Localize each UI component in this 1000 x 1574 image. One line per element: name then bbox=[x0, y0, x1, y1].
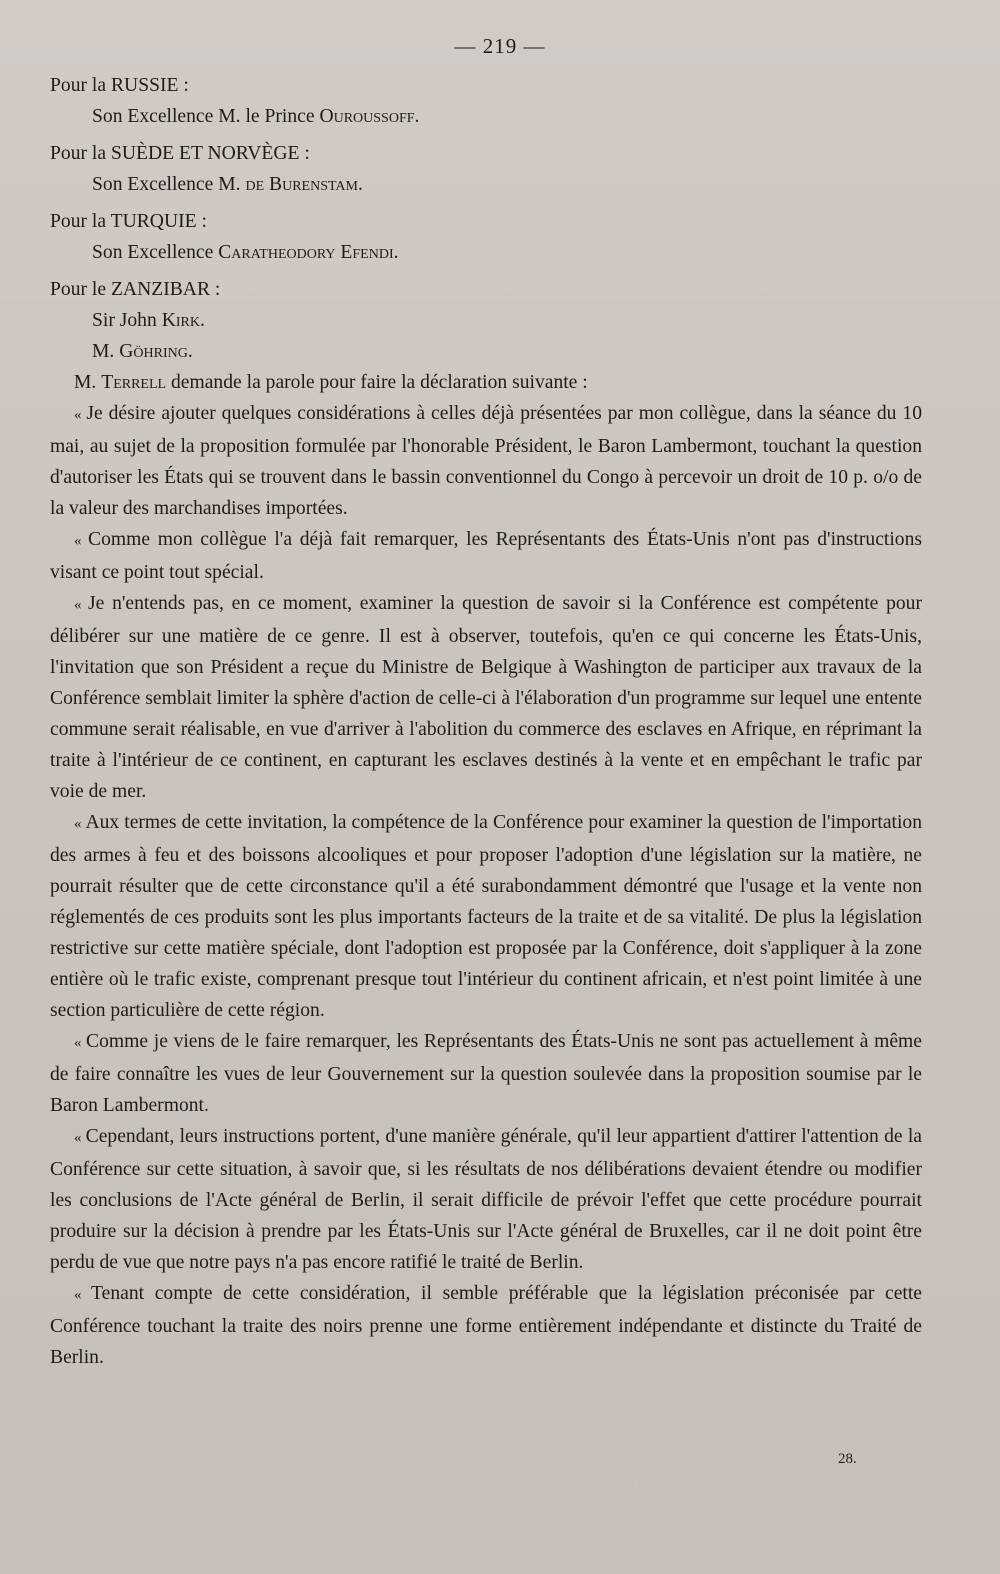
speaker-intro bbox=[74, 367, 922, 398]
paragraph: « Comme je viens de le faire remarquer, les Représentants des États-Unis ne sont pas actuellement à même de faire connaître les vues de leur Gouvernement sur la question soulevée dans la proposition soumise par le Baron Lambermont. bbox=[50, 1026, 922, 1121]
country-name: RUSSIE bbox=[110, 75, 179, 96]
signature-heading: Pour la SUÈDE ET NORVÈGE : bbox=[50, 143, 310, 164]
signatory-title: Sir John bbox=[92, 310, 157, 331]
signatory bbox=[92, 237, 922, 268]
heading-prefix: Pour la bbox=[50, 75, 107, 96]
paragraph: « Je n'entends pas, en ce moment, examiner la question de savoir si la Conférence est compétente pour délibérer sur une matière de ce genre. Il est à observer, toutefois, qu'en ce qui concerne les États-Unis, l'invitation que son Président a reçue du Ministre de Belgique à Washington de participer aux travaux de la Conférence semblait limiter la sphère d'action de celle-ci à l'élaboration d'un programme sur lequel une entente commune serait réalisable, en vue d'arriver à l'abolition du commerce des esclaves en Afrique, en réprimant la traite à l'intérieur de ce continent, en capturant les esclaves destinés à la vente et en empêchant le trafic par voie de mer. bbox=[50, 588, 922, 807]
signature-mark: 28. bbox=[838, 1451, 857, 1467]
signature-block-zanzibar bbox=[50, 274, 922, 367]
speaker-title: M. bbox=[74, 372, 97, 393]
signatory-name: Caratheodory Efendi. bbox=[218, 242, 399, 263]
signatory-title: M. bbox=[92, 341, 115, 362]
page-number: — 219 — bbox=[454, 34, 546, 58]
signature-heading: Pour le ZANZIBAR : bbox=[50, 279, 221, 300]
speaker-name: Terrell bbox=[101, 372, 167, 393]
signatory bbox=[92, 169, 922, 200]
signatory-title: Son Excellence M. le Prince bbox=[92, 106, 315, 127]
signatory-name: de Burenstam. bbox=[245, 174, 363, 195]
signature-block-russia bbox=[50, 70, 922, 132]
paragraph: « Cependant, leurs instructions portent, d'une manière générale, qu'il leur appartient d'attirer l'attention de la Conférence sur cette situation, à savoir que, si les résultats de nos délibérations devaient étendre ou modifier les conclusions de l'Acte général de Berlin, il serait difficile de prévoir l'effet que cette procédure pourrait produire sur la décision à prendre par les États-Unis sur l'Acte général de Bruxelles, car il ne doit point être perdu de vue que notre pays n'a pas encore ratifié le traité de Berlin. bbox=[50, 1121, 922, 1278]
heading-prefix: Pour la bbox=[50, 143, 107, 164]
signatory bbox=[92, 305, 922, 336]
signature-heading: Pour la RUSSIE : bbox=[50, 75, 189, 96]
paragraph: « Aux termes de cette invitation, la compétence de la Conférence pour examiner la question de l'importation des armes à feu et des boissons alcooliques et pour proposer l'adoption d'une législation sur la matière, ne pourrait résulter que de cette circonstance qu'il a été surabondamment démontré que l'usage et la vente non réglementés de ces produits sont les plus importants facteurs de la traite et de sa vitalité. De plus la législation restrictive sur cette matière spéciale, dont l'adoption est proposée par la Conférence, doit s'appliquer à la zone entière où le trafic existe, comprenant presque tout l'intérieur du continent africain, et n'est point limitée à une section particulière de cette région. bbox=[50, 807, 922, 1026]
heading-prefix: Pour le bbox=[50, 279, 107, 300]
signatory bbox=[92, 336, 922, 367]
signatory bbox=[92, 101, 922, 132]
heading-prefix: Pour la bbox=[50, 211, 107, 232]
signature-heading: Pour la TURQUIE : bbox=[50, 211, 207, 232]
paragraph: « Comme mon collègue l'a déjà fait remarquer, les Représentants des États-Unis n'ont pas d'instructions visant ce point tout spécial. bbox=[50, 524, 922, 588]
country-name: TURQUIE bbox=[110, 211, 197, 232]
signatory-name: Kirk. bbox=[161, 310, 205, 331]
signature-block-turkey bbox=[50, 206, 922, 268]
signatory-title: Son Excellence M. bbox=[92, 174, 241, 195]
paragraph: « Tenant compte de cette considération, il semble préférable que la législation préconisée par cette Conférence touchant la traite des noirs prenne une forme entièrement indépendante et distincte du Traité de Berlin. bbox=[50, 1278, 922, 1373]
signatory-name: Göhring. bbox=[119, 341, 193, 362]
signature-block-sweden-norway bbox=[50, 138, 922, 200]
intro-text: demande la parole pour faire la déclaration suivante : bbox=[171, 372, 588, 393]
country-name: ZANZIBAR bbox=[110, 279, 211, 300]
page-content bbox=[50, 70, 922, 1373]
signatory-name: Ouroussoff. bbox=[319, 106, 420, 127]
country-name: SUÈDE ET NORVÈGE bbox=[110, 143, 300, 164]
signatory-title: Son Excellence bbox=[92, 242, 214, 263]
paragraph: « Je désire ajouter quelques considérations à celles déjà présentées par mon collègue, dans la séance du 10 mai, au sujet de la proposition formulée par l'honorable Président, le Baron Lambermont, touchant la question d'autoriser les États qui se trouvent dans le bassin conventionnel du Congo à percevoir un droit de 10 p. o/o de la valeur des marchandises importées. bbox=[50, 398, 922, 524]
